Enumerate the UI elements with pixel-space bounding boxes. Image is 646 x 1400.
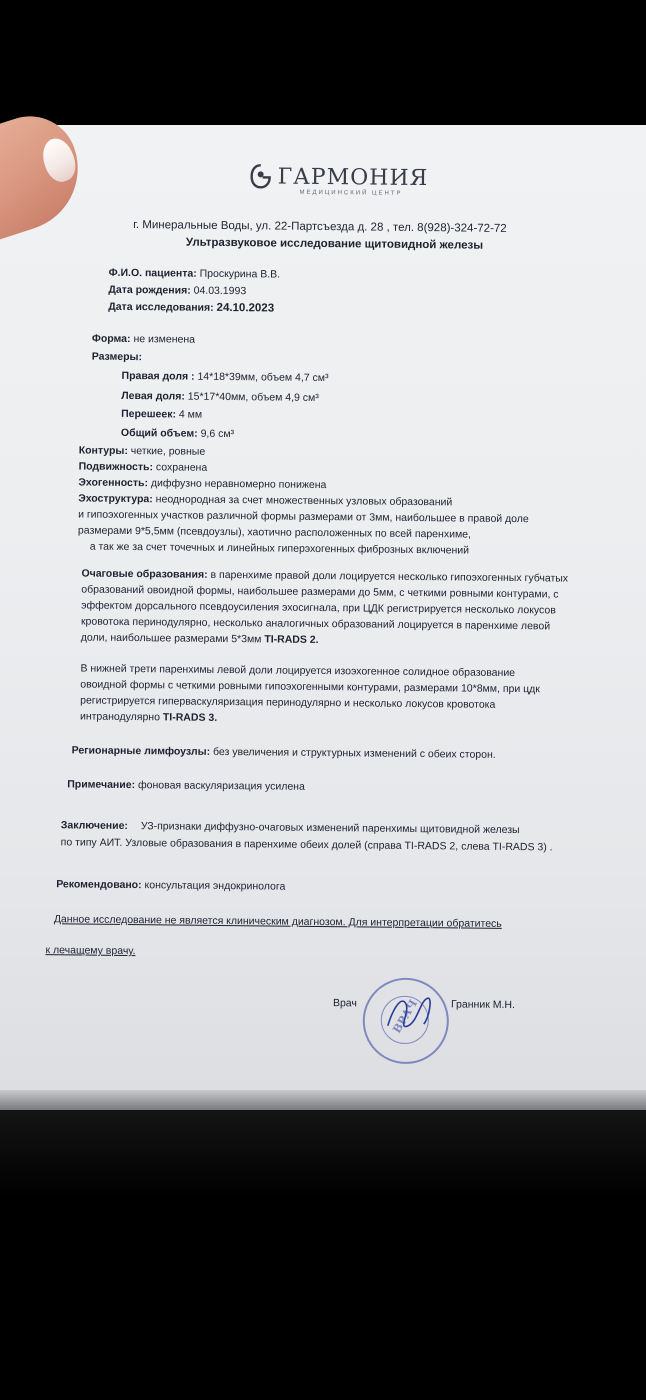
doctor-label: Врач [332,997,357,1010]
note-row [67,778,305,793]
focal-p2-line4 [80,710,217,724]
right-lobe-label: Правая доля : [121,369,195,383]
left-lobe-label: Левая доля: [121,389,185,403]
form-value: не изменена [133,333,196,346]
recommendation-value: консультация эндокринолога [144,879,286,893]
conclusion-line1 [61,819,520,837]
focal-tirads-3: TI-RADS 3. [162,711,218,724]
clinic-logo [250,162,429,192]
isthmus-label: Перешеек: [121,407,177,421]
patient-name-row [109,267,281,282]
isthmus-row [121,408,202,422]
isthmus-value: 4 мм [178,408,203,421]
echostructure-row [78,492,452,509]
lymph-value: без увеличения и структурных изменений с обеих сторон. [212,745,496,761]
right-lobe-row [121,370,328,385]
note-value: фоновая васкуляризация усилена [137,779,305,793]
conclusion-line1-text: УЗ-признаки диффузно-очаговых изменений паренхимы щитовидной железы [140,820,520,837]
exam-date-value: 24.10.2023 [216,301,275,315]
focal-tirads-2: TI-RADS 2. [264,633,319,646]
dob-value: 04.03.1993 [193,284,247,298]
total-volume-label: Общий объем: [120,426,198,440]
exam-date-label: Дата исследования: [108,300,214,314]
conclusion-label: Заключение: [60,819,129,833]
focal-p2-line2: овоидной формы с четкими ровными гипоэхогенными контурами, размерами 10*8мм, при цдк [80,678,540,696]
focal-line4: кровотока перинодулярно, несколько аналогичных образований лоцируется в паренхиме левой [80,615,551,633]
dob-row [108,284,246,298]
focal-line5-text: доли, наибольшее размерами 5*3мм [80,631,262,646]
focal-p2-line4-text: интранодулярно [79,710,161,724]
contours-row [79,444,206,458]
document-content [0,125,646,1115]
doctor-name: Гранник М.Н. [450,998,515,1012]
total-volume-row [121,427,234,441]
mobility-row [79,460,208,474]
echogenicity-label: Эхогенность: [78,476,149,490]
dob-label: Дата рождения: [108,283,191,297]
recommendation-label: Рекомендовано: [56,878,142,892]
echogenicity-value: диффузно неравномерно понижена [150,477,327,492]
doctor-signature [380,986,441,1047]
mobility-label: Подвижность: [78,460,154,474]
focal-line1 [81,568,568,586]
total-volume-value: 9,6 см³ [200,427,235,441]
focal-p2-line3: регистрируется гиперваскуляризация перинодулярно и несколько локусов кровотока [80,694,496,711]
focal-line1-text: в паренхиме правой доли лоцируется несколько гипоэхогенных губчатых [210,568,569,585]
form-row [92,333,195,347]
focal-line5 [81,632,319,647]
left-lobe-row [121,390,319,405]
echostructure-line2: и гипоэхогенных участков различной формы размерами от 3мм, наибольшее в правой доле [78,508,529,526]
echostructure-label: Эхоструктура: [78,492,153,506]
patient-name-label: Ф.И.О. пациента: [108,266,197,280]
report-title: Ультразвуковое исследование щитовидной железы [185,236,484,252]
contours-label: Контуры: [78,444,128,457]
focal-p2-line1: В нижней трети паренхимы левой доли лоцируется изоэхогенное солидное образование [80,662,516,680]
clinic-address: г. Минеральные Воды, ул. 22-Партсъезда д. 28 , тел. 8(928)-324-72-72 [133,219,507,235]
conclusion-line2: по типу АИТ. Узловые образования в паренхиме обеих долей (справа TI-RADS 2, слева TI-RADS 3) . [60,836,553,854]
stamp-text: ВРАЧ [390,997,421,1036]
mobility-value: сохранена [155,461,208,474]
background-top [0,0,646,125]
clinic-subtitle: МЕДИЦИНСКИЙ ЦЕНТР [299,189,403,197]
right-lobe-value: 14*18*39мм, объем 4,7 см³ [197,370,329,385]
note-label: Примечание: [67,778,136,792]
lymph-row [72,744,496,761]
focal-label: Очаговые образования: [81,567,208,581]
disclaimer-line1: Данное исследование не является клиническим диагнозом. Для интерпретации обратитесь [53,913,502,930]
ultrasound-report-document [0,125,646,1115]
echostructure-line4: а так же за счет точечных и линейных гиперэхогенных фиброзных включений [89,540,470,557]
lymph-label: Регионарные лимфоузлы: [71,744,211,758]
background-bottom [0,1110,646,1400]
focal-line3: эффектом дорсального псевдоусиления эхосигнала, при ЦДК регистрируется несколько локусов [81,599,556,617]
contours-value: четкие, ровные [130,445,206,458]
left-lobe-value: 15*17*40мм, объем 4,9 см³ [187,390,319,404]
form-label: Форма: [91,332,131,346]
disclaimer-line2: к лечащему врачу. [45,944,136,958]
echostructure-line1: неоднородная за счет множественных узловых образований [155,493,453,509]
patient-name-value: Проскурина В.В. [199,267,281,281]
sizes-label: Размеры: [91,350,143,364]
focal-line2: образований овоидной формы, наибольшее размерами до 5мм, с четкими ровными контурами, с [81,583,559,601]
clinic-name: ГАРМОНИЯ [277,164,429,191]
echostructure-line3: размерами 9*5,5мм (псевдоузлы), хаотично расположенных по всей паренхиме, [77,524,472,541]
echogenicity-row [78,476,326,492]
clinic-logo-icon [250,162,272,190]
recommendation-row [56,878,285,893]
exam-date-row [108,301,274,316]
